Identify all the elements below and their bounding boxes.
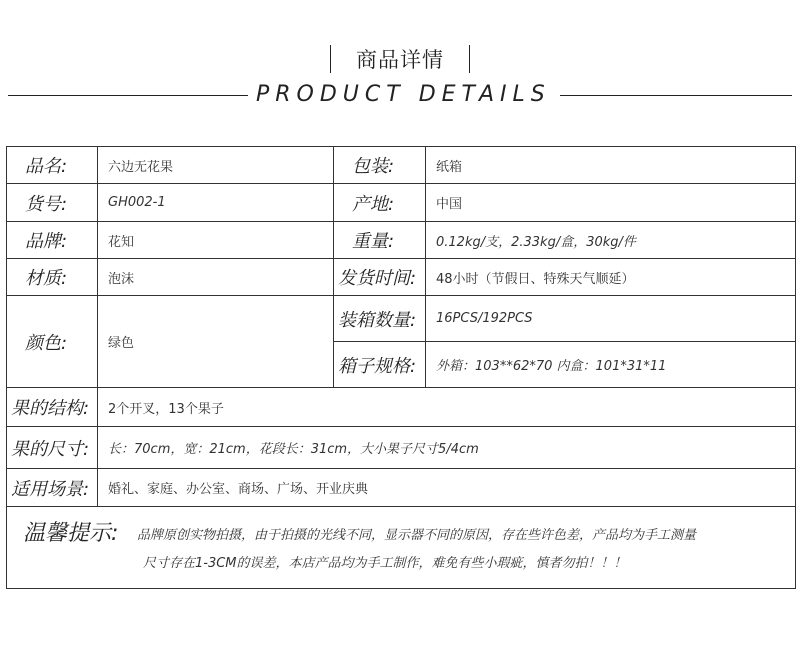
title-right-bar bbox=[469, 45, 470, 73]
subtitle-left-line bbox=[8, 95, 248, 96]
name-label: 品名: bbox=[7, 147, 98, 184]
item-no-value: GH002-1 bbox=[98, 184, 334, 222]
name-value: 六边无花果 bbox=[98, 147, 334, 184]
subtitle-right-line bbox=[560, 95, 792, 96]
scenes-value: 婚礼、家庭、办公室、商场、广场、开业庆典 bbox=[98, 469, 796, 507]
structure-value: 2个开叉，13个果子 bbox=[98, 388, 796, 427]
title-en: PRODUCT DETAILS bbox=[256, 82, 551, 107]
shipping-value: 48小时（节假日、特殊天气顺延） bbox=[426, 259, 796, 296]
tips-wrap bbox=[7, 508, 795, 588]
box-spec-value: 外箱：103**62*70 内盒：101*31*11 bbox=[426, 342, 796, 388]
weight-value: 0.12kg/支，2.33kg/盒，30kg/件 bbox=[426, 222, 796, 259]
box-spec-label: 箱子规格: bbox=[334, 342, 426, 388]
table-row bbox=[7, 507, 796, 589]
origin-value: 中国 bbox=[426, 184, 796, 222]
brand-value: 花知 bbox=[98, 222, 334, 259]
table-row bbox=[7, 184, 796, 222]
item-no-label: 货号: bbox=[7, 184, 98, 222]
shipping-label: 发货时间: bbox=[334, 259, 426, 296]
color-label: 颜色: bbox=[7, 296, 98, 388]
table-row bbox=[7, 147, 796, 184]
package-label: 包装: bbox=[334, 147, 426, 184]
table-row bbox=[7, 388, 796, 427]
product-details-table bbox=[6, 146, 796, 589]
weight-label: 重量: bbox=[334, 222, 426, 259]
box-qty-label: 装箱数量: bbox=[334, 296, 426, 342]
brand-label: 品牌: bbox=[7, 222, 98, 259]
page-subtitle bbox=[8, 82, 792, 110]
table-row bbox=[7, 427, 796, 469]
origin-label: 产地: bbox=[334, 184, 426, 222]
size-value: 长：70cm，宽：21cm，花段长：31cm，大小果子尺寸5/4cm bbox=[98, 427, 796, 469]
size-label: 果的尺寸: bbox=[7, 427, 98, 469]
table-row bbox=[7, 296, 796, 342]
page-title bbox=[0, 44, 800, 74]
structure-label: 果的结构: bbox=[7, 388, 98, 427]
title-cn: 商品详情 bbox=[356, 48, 444, 72]
table-row bbox=[7, 222, 796, 259]
tip-label: 温馨提示: bbox=[23, 520, 119, 546]
scenes-label: 适用场景: bbox=[7, 469, 98, 507]
tip-line-2: 尺寸存在1-3CM的误差，本店产品均为手工制作，难免有些小瑕疵，慎者勿拍！！！ bbox=[143, 555, 627, 571]
color-value: 绿色 bbox=[98, 296, 334, 388]
package-value: 纸箱 bbox=[426, 147, 796, 184]
box-qty-value: 16PCS/192PCS bbox=[426, 296, 796, 342]
tip-line-1: 品牌原创实物拍摄，由于拍摄的光线不同，显示器不同的原因，存在些许色差，产品均为手工测量 bbox=[137, 527, 697, 543]
table-row bbox=[7, 259, 796, 296]
table-row bbox=[7, 469, 796, 507]
tips-cell bbox=[7, 507, 796, 589]
material-label: 材质: bbox=[7, 259, 98, 296]
material-value: 泡沫 bbox=[98, 259, 334, 296]
title-left-bar bbox=[330, 45, 331, 73]
